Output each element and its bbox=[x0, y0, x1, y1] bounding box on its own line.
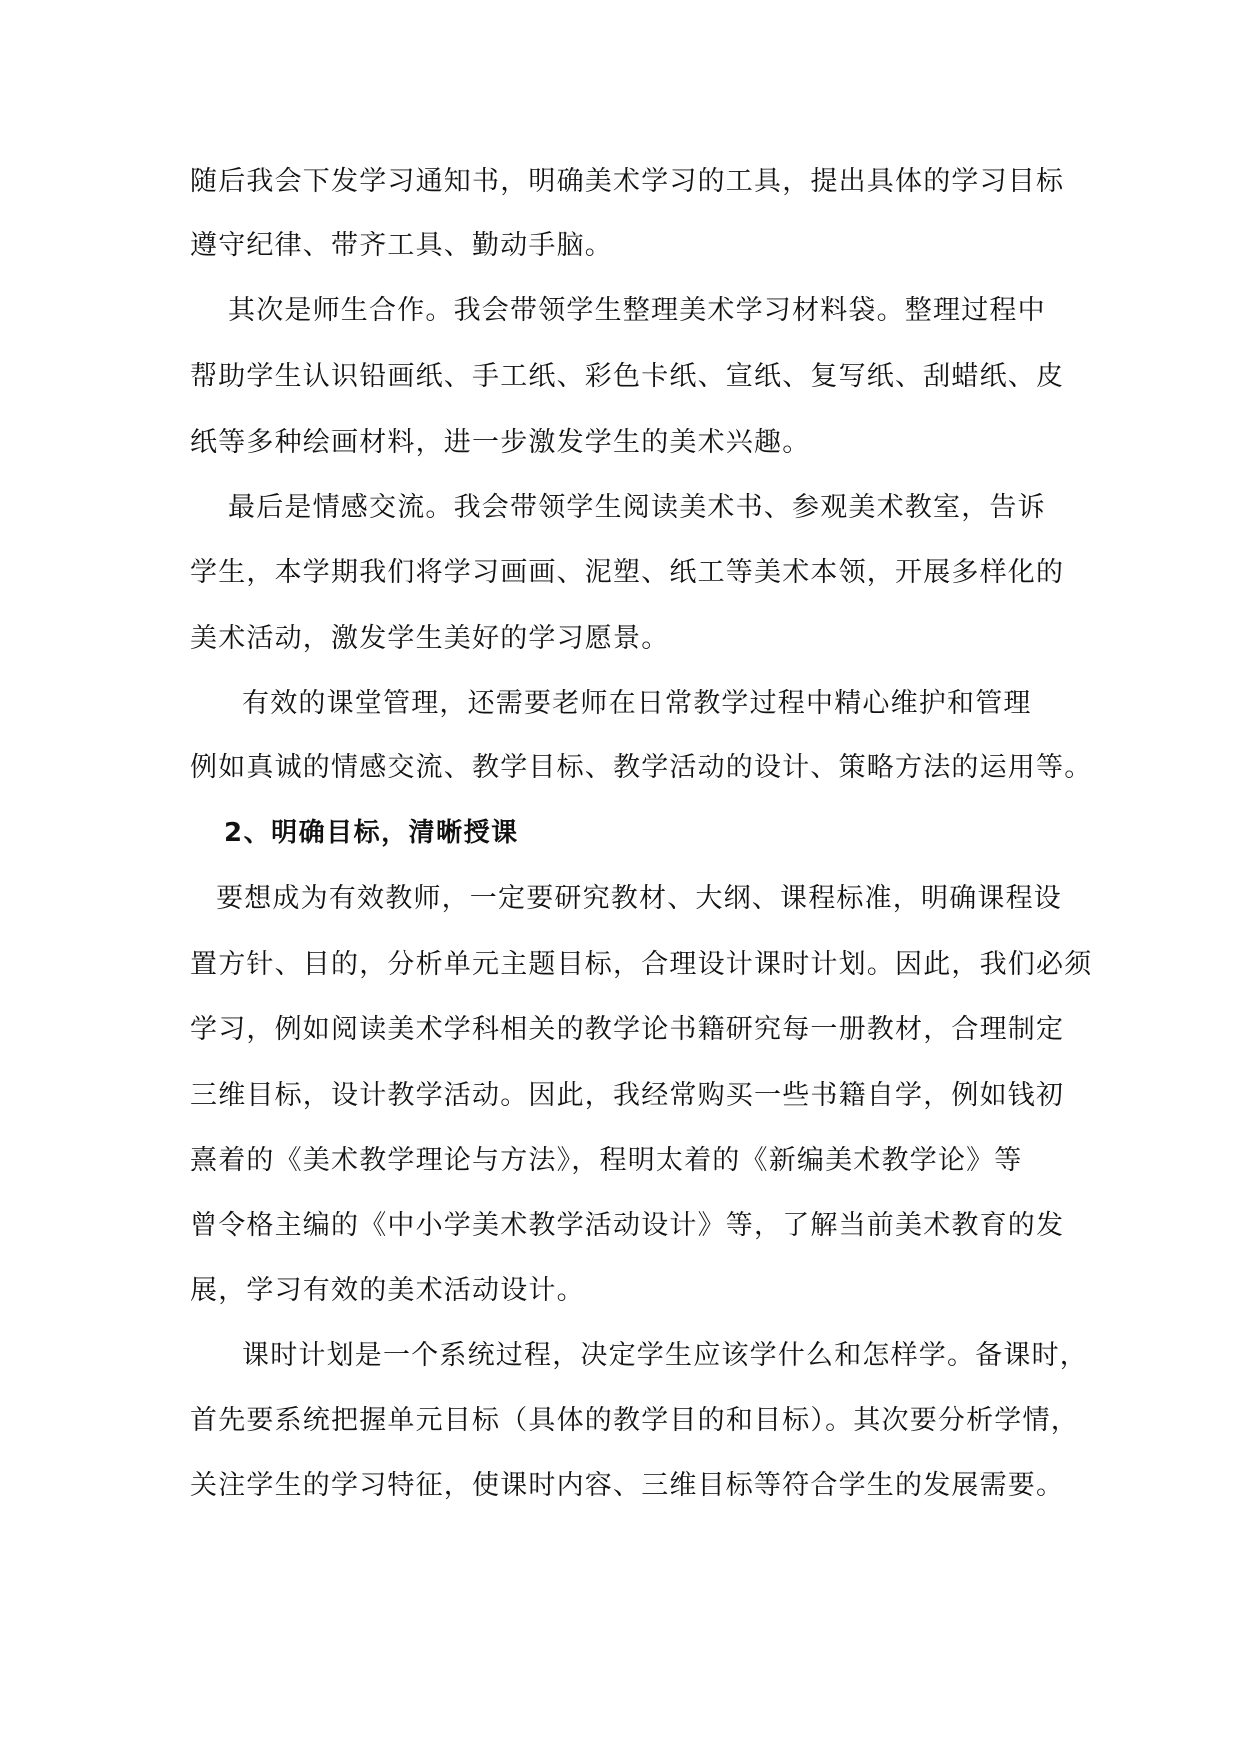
text-line-4: 帮助学生认识铅画纸、手工纸、彩色卡纸、宣纸、复写纸、刮蜡纸、皮 bbox=[190, 361, 1065, 392]
text-line-19: 课时计划是一个系统过程，决定学生应该学什么和怎样学。备课时， bbox=[242, 1340, 1088, 1371]
text-line-9: 有效的课堂管理，还需要老师在日常教学过程中精心维护和管理 bbox=[242, 688, 1032, 719]
text-line-14: 学习，例如阅读美术学科相关的教学论书籍研究每一册教材，合理制定 bbox=[190, 1014, 1065, 1045]
text-line-21: 关注学生的学习特征，使课时内容、三维目标等符合学生的发展需要。 bbox=[190, 1470, 1065, 1501]
text-line-20: 首先要系统把握单元目标（具体的教学目的和目标）。其次要分析学情， bbox=[190, 1405, 1079, 1436]
text-line-18: 展，学习有效的美术活动设计。 bbox=[190, 1275, 585, 1306]
text-line-15: 三维目标，设计教学活动。因此，我经常购买一些书籍自学，例如钱初 bbox=[190, 1080, 1065, 1111]
text-line-12: 要想成为有效教师，一定要研究教材、大纲、课程标准，明确课程设 bbox=[216, 883, 1062, 914]
text-line-2: 遵守纪律、带齐工具、勤动手脑。 bbox=[190, 230, 613, 261]
section-heading: 2、明确目标，清晰授课 bbox=[224, 818, 519, 848]
text-line-17: 曾令格主编的《中小学美术教学活动设计》等，了解当前美术教育的发 bbox=[190, 1210, 1065, 1241]
text-line-13: 置方针、目的，分析单元主题目标，合理设计课时计划。因此，我们必须 bbox=[190, 949, 1093, 980]
text-line-10: 例如真诚的情感交流、教学目标、教学活动的设计、策略方法的运用等。 bbox=[190, 752, 1093, 783]
text-line-1: 随后我会下发学习通知书，明确美术学习的工具，提出具体的学习目标 bbox=[190, 166, 1065, 197]
text-line-16: 熹着的《美术教学理论与方法》，程明太着的《新编美术教学论》等 bbox=[190, 1145, 1023, 1176]
text-line-7: 学生，本学期我们将学习画画、泥塑、纸工等美术本领，开展多样化的 bbox=[190, 557, 1065, 588]
text-line-8: 美术活动，激发学生美好的学习愿景。 bbox=[190, 623, 670, 654]
text-line-3: 其次是师生合作。我会带领学生整理美术学习材料袋。整理过程中 bbox=[228, 295, 1046, 326]
text-line-6: 最后是情感交流。我会带领学生阅读美术书、参观美术教室，告诉 bbox=[228, 492, 1046, 523]
text-line-5: 纸等多种绘画材料，进一步激发学生的美术兴趣。 bbox=[190, 427, 811, 458]
